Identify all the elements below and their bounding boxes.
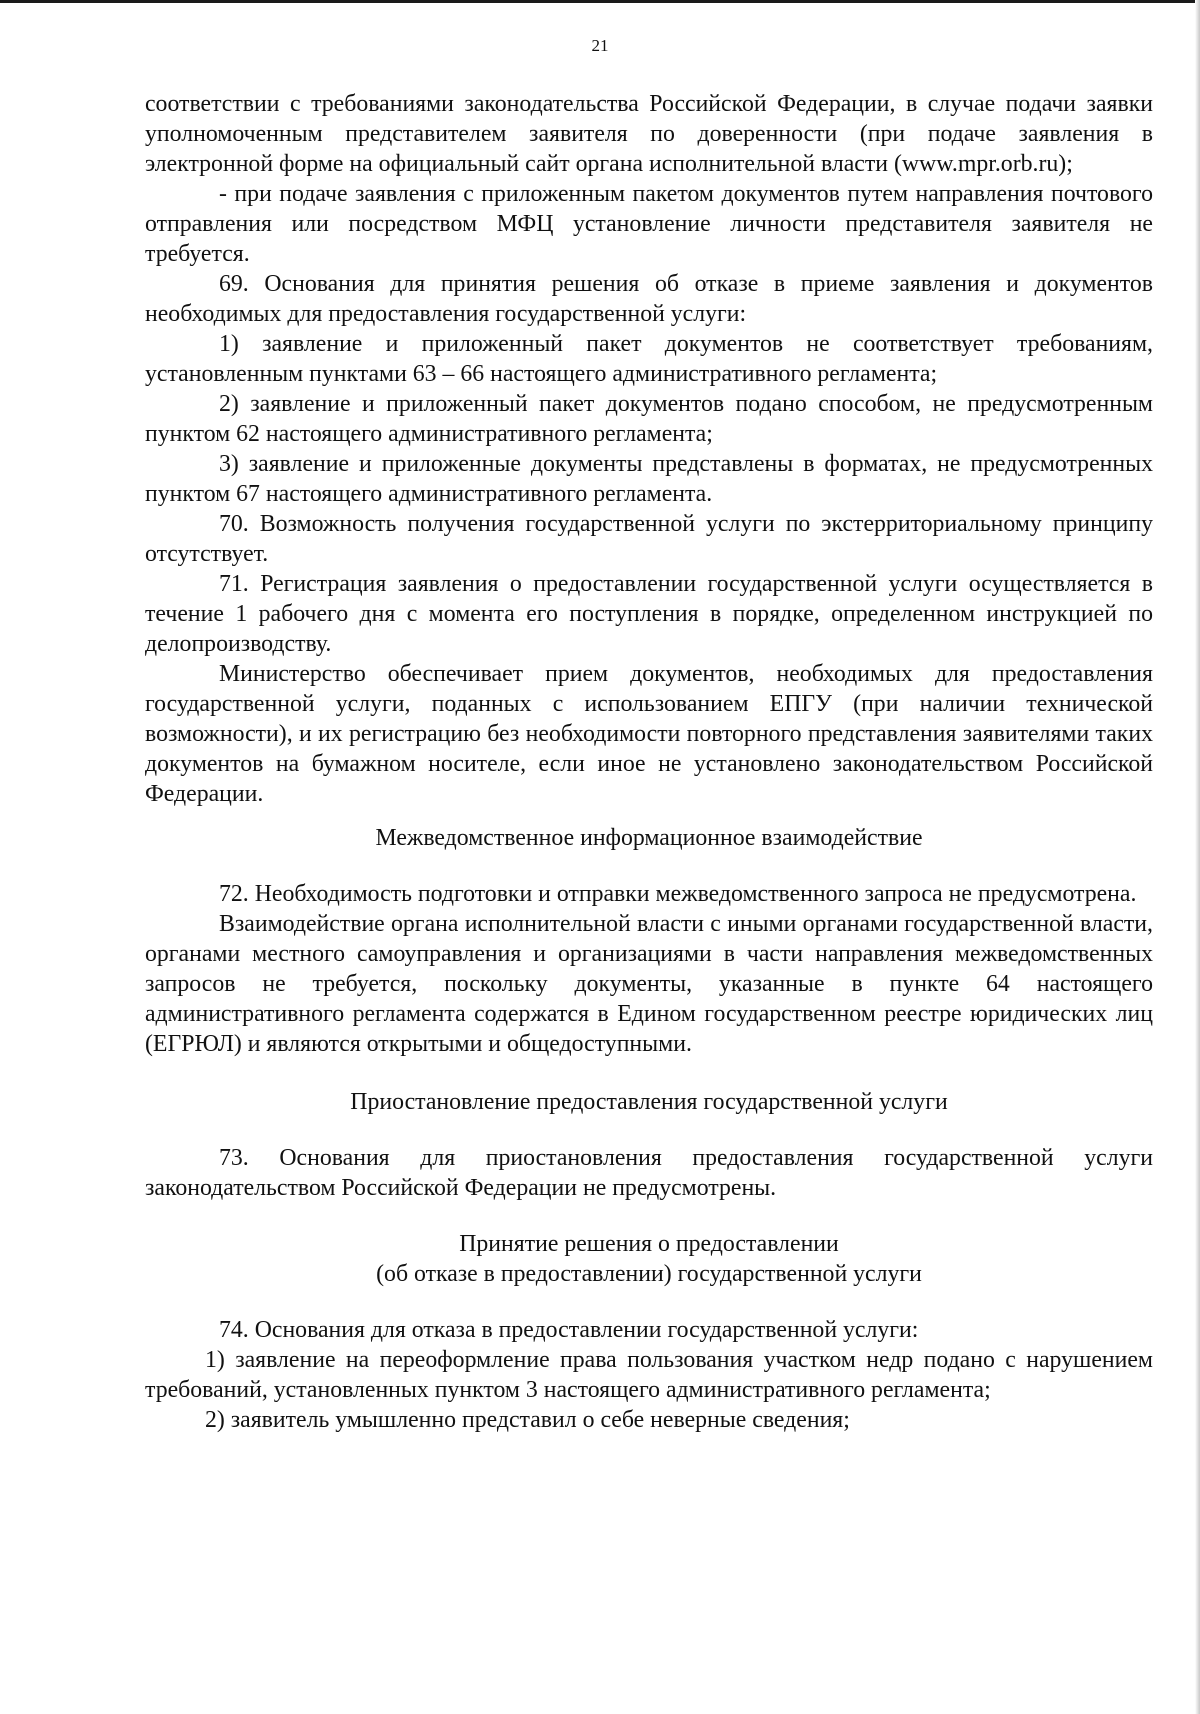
section-heading-interagency: Межведомственное информационное взаимодействие <box>375 825 923 851</box>
paragraph-74-item-2: 2) заявитель умышленно представил о себе неверные сведения; <box>205 1407 850 1433</box>
paragraph-73: 73. Основания для приостановления предоставления государственной услуги законодательством Российской Федерации не предусмотрены. <box>145 1145 1153 1201</box>
paragraph-69-item-3: 3) заявление и приложенные документы представлены в форматах, не предусмотренных пунктом 67 настоящего административного регламента. <box>145 451 1153 507</box>
scan-right-edge <box>1195 0 1200 1714</box>
section-heading-suspension: Приостановление предоставления государственной услуги <box>350 1089 948 1115</box>
paragraph-74: 74. Основания для отказа в предоставлении государственной услуги: <box>219 1317 919 1343</box>
paragraph-dash-item: - при подаче заявления с приложенным пакетом документов путем направления почтового отправления или посредством МФЦ установление личности представителя заявителя не требуется. <box>145 181 1153 267</box>
section-heading-decision <box>145 1229 1153 1289</box>
paragraph-69: 69. Основания для принятия решения об отказе в приеме заявления и документов необходимых для предоставления государственной услуги: <box>145 271 1153 327</box>
document-body <box>145 89 1153 1435</box>
paragraph-70: 70. Возможность получения государственной услуги по экстерриториальному принципу отсутствует. <box>145 511 1153 567</box>
section-heading-decision-line-1: Принятие решения о предоставлении <box>459 1231 839 1257</box>
paragraph-69-item-2: 2) заявление и приложенный пакет документов подано способом, не предусмотренным пунктом 62 настоящего административного регламента; <box>145 391 1153 447</box>
page-number: 21 <box>591 36 609 55</box>
paragraph-74-item-1: 1) заявление на переоформление права пользования участком недр подано с нарушением требований, установленных пунктом 3 настоящего административного регламента; <box>145 1347 1153 1403</box>
section-heading-decision-line-2: (об отказе в предоставлении) государственной услуги <box>376 1261 922 1287</box>
paragraph-71: 71. Регистрация заявления о предоставлении государственной услуги осуществляется в течение 1 рабочего дня с момента его поступления в порядке, определенном инструкцией по делопроизводству. <box>145 571 1153 657</box>
paragraph-72: 72. Необходимость подготовки и отправки межведомственного запроса не предусмотрена. <box>219 881 1137 907</box>
paragraph-interaction: Взаимодействие органа исполнительной власти с иными органами государственной власти, органами местного самоуправления и организациями в части направления межведомственных запросов не требуется, поскольку документы, указанные в пункте 64 настоящего административного регламента содержатся в Едином государственном реестре юридических лиц (ЕГРЮЛ) и являются открытыми и общедоступными. <box>145 911 1153 1057</box>
paragraph-ministry: Министерство обеспечивает прием документов, необходимых для предоставления государственной услуги, поданных с использованием ЕПГУ (при наличии технической возможности), и их регистрацию без необходимости повторного представления заявителями таких документов на бумажном носителе, если иное не установлено законодательством Российской Федерации. <box>145 661 1153 807</box>
paragraph-69-item-1: 1) заявление и приложенный пакет документов не соответствует требованиям, установленным пунктами 63 – 66 настоящего административного регламента; <box>145 331 1153 387</box>
scan-top-edge <box>0 0 1200 3</box>
paragraph-continuation: соответствии с требованиями законодательства Российской Федерации, в случае подачи заявки уполномоченным представителем заявителя по доверенности (при подаче заявления в электронной форме на официальный сайт органа исполнительной власти (www.mpr.orb.ru); <box>145 91 1153 177</box>
